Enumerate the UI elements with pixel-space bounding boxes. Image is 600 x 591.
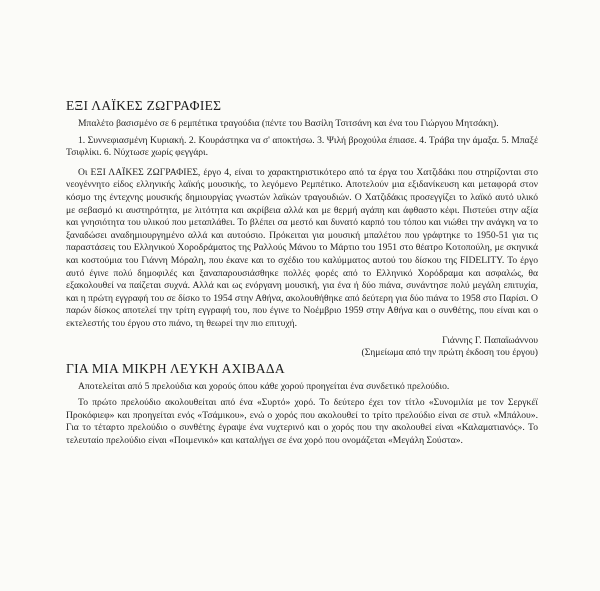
liner-notes	[66, 98, 538, 448]
intro-paragraph: Μπαλέτο βασισμένο σε 6 ρεμπέτικα τραγούδια (πέντε του Βασίλη Τσιτσάνη και ένα του Γιώργου Μητσάκη).	[78, 118, 499, 129]
song-list: 1. Συννεφιασμένη Κυριακή. 2. Κουράστηκα να σ' αποκτήσω. 3. Ψιλή βροχούλα έπιασε. 4. Τράβα την άμαξα. 5. Μπαξέ Τσιφλίκι. 6. Νύχτωσε χωρίς φεγγάρι.	[66, 134, 538, 159]
section-title: ΓΙΑ ΜΙΑ ΜΙΚΡΗ ΛΕΥΚΗ ΑΧΙΒΑΔΑ	[66, 360, 285, 376]
author-signature: Γιάννης Γ. Παπαϊωάννου	[442, 334, 538, 346]
section-six-folk-paintings	[66, 98, 538, 360]
section-small-white-shell	[66, 361, 538, 448]
source-note: (Σημείωμα από την πρώτη έκδοση του έργου)	[361, 347, 538, 359]
description-paragraph: Το πρώτο πρελούδιο ακολουθείται από ένα «Συρτό» χορό. Το δεύτερο έχει τον τίτλο «Συνομιλία με τον Σεργκέϊ Προκόφιεφ» και προηγείται ενός «Τσάμικου», ενώ ο χορός που ακολουθεί το τρίτο πρελούδιο είναι σε στυλ «Μπάλου». Για το τέταρτο πρελούδιο ο συνθέτης έγραψε ένα νυχτερινό και ο χορός που την ακολουθεί είναι «Καλαματιανός». Το τελευταίο πρελούδιο είναι «Ποιμενικό» και καταλήγει σε ένα χορό που ονομάζεται «Μεγάλη Σούστα».	[66, 397, 538, 447]
body-paragraph: Οι ΕΞΙ ΛΑΪΚΕΣ ΖΩΓΡΑΦΙΕΣ, έργο 4, είναι το χαρακτηριστικότερο από τα έργα του Χατζιδάκι που στηρίζονται στο νεογέννητο είδος ελληνικής λαϊκής μουσικής, το λεγόμενο Ρεμπέτικο. Αποτελούν μια εξιδανίκευση και μεταφορά στον κόσμο της έντεχνης μουσικής δημιουργίας γνωστών λαϊκών τραγουδιών. Ο Χατζιδάκις προσεγγίζει το λαϊκό αυτό υλικό με σεβασμό κι αυστηρότητα, με λιτότητα και ακρίβεια αλλά και με θερμή αγάπη και άφθαστο κέφι. Πιστεύει στην αξία και γνησιότητα του υλικού που μεταπλάθει. Το βλέπει σα μεστό και δυνατό καρπό του τόπου και νιώθει την ανάγκη να το ξαναδώσει αναδημιουργημένο αλλά και αυτούσιο. Πρόκειται για μουσική μπαλέτου που γράφτηκε το 1950-51 για τις παραστάσεις του Ελληνικού Χοροδράματος της Ραλλούς Μάνου το Μάρτιο του 1951 στο θέατρο Κοτοπούλη, με σκηνικά και κοστούμια του Γιάννη Μόραλη, που έκανε και το σχέδιο του καλύμματος αυτού του δίσκου της FIDELITY. Το έργο αυτό έγινε πολύ δημοφιλές και ξαναπαρουσιάσθηκε πολλές φορές από το Ελληνικό Χορόδραμα και ασφαλώς, θα εξακολουθεί να παίζεται συχνά. Αλλά και ως ενόργανη μουσική, για ένα ή δύο πιάνα, συνάντησε πολύ μεγάλη επιτυχία, και η πρώτη εγγραφή του σε δίσκο το 1954 στην Αθήνα, ακολουθήθηκε από δεύτερη για δύο πιάνα το 1958 στο Παρίσι. Ο παρών δίσκος αποτελεί την τρίτη εγγραφή του, που έγινε το Νοέμβριο 1959 στην Αθήνα και ο συνθέτης, που είναι και ο εκτελεστής του έργου στο πιάνο, τη θεωρεί την πιο επιτυχή.	[66, 166, 538, 329]
section-title: ΕΞΙ ΛΑΪΚΕΣ ΖΩΓΡΑΦΙΕΣ	[66, 98, 222, 113]
structure-paragraph: Αποτελείται από 5 πρελούδια και χορούς όπου κάθε χορού προηγείται ένα συνδετικό πρελούδιο.	[78, 380, 450, 392]
